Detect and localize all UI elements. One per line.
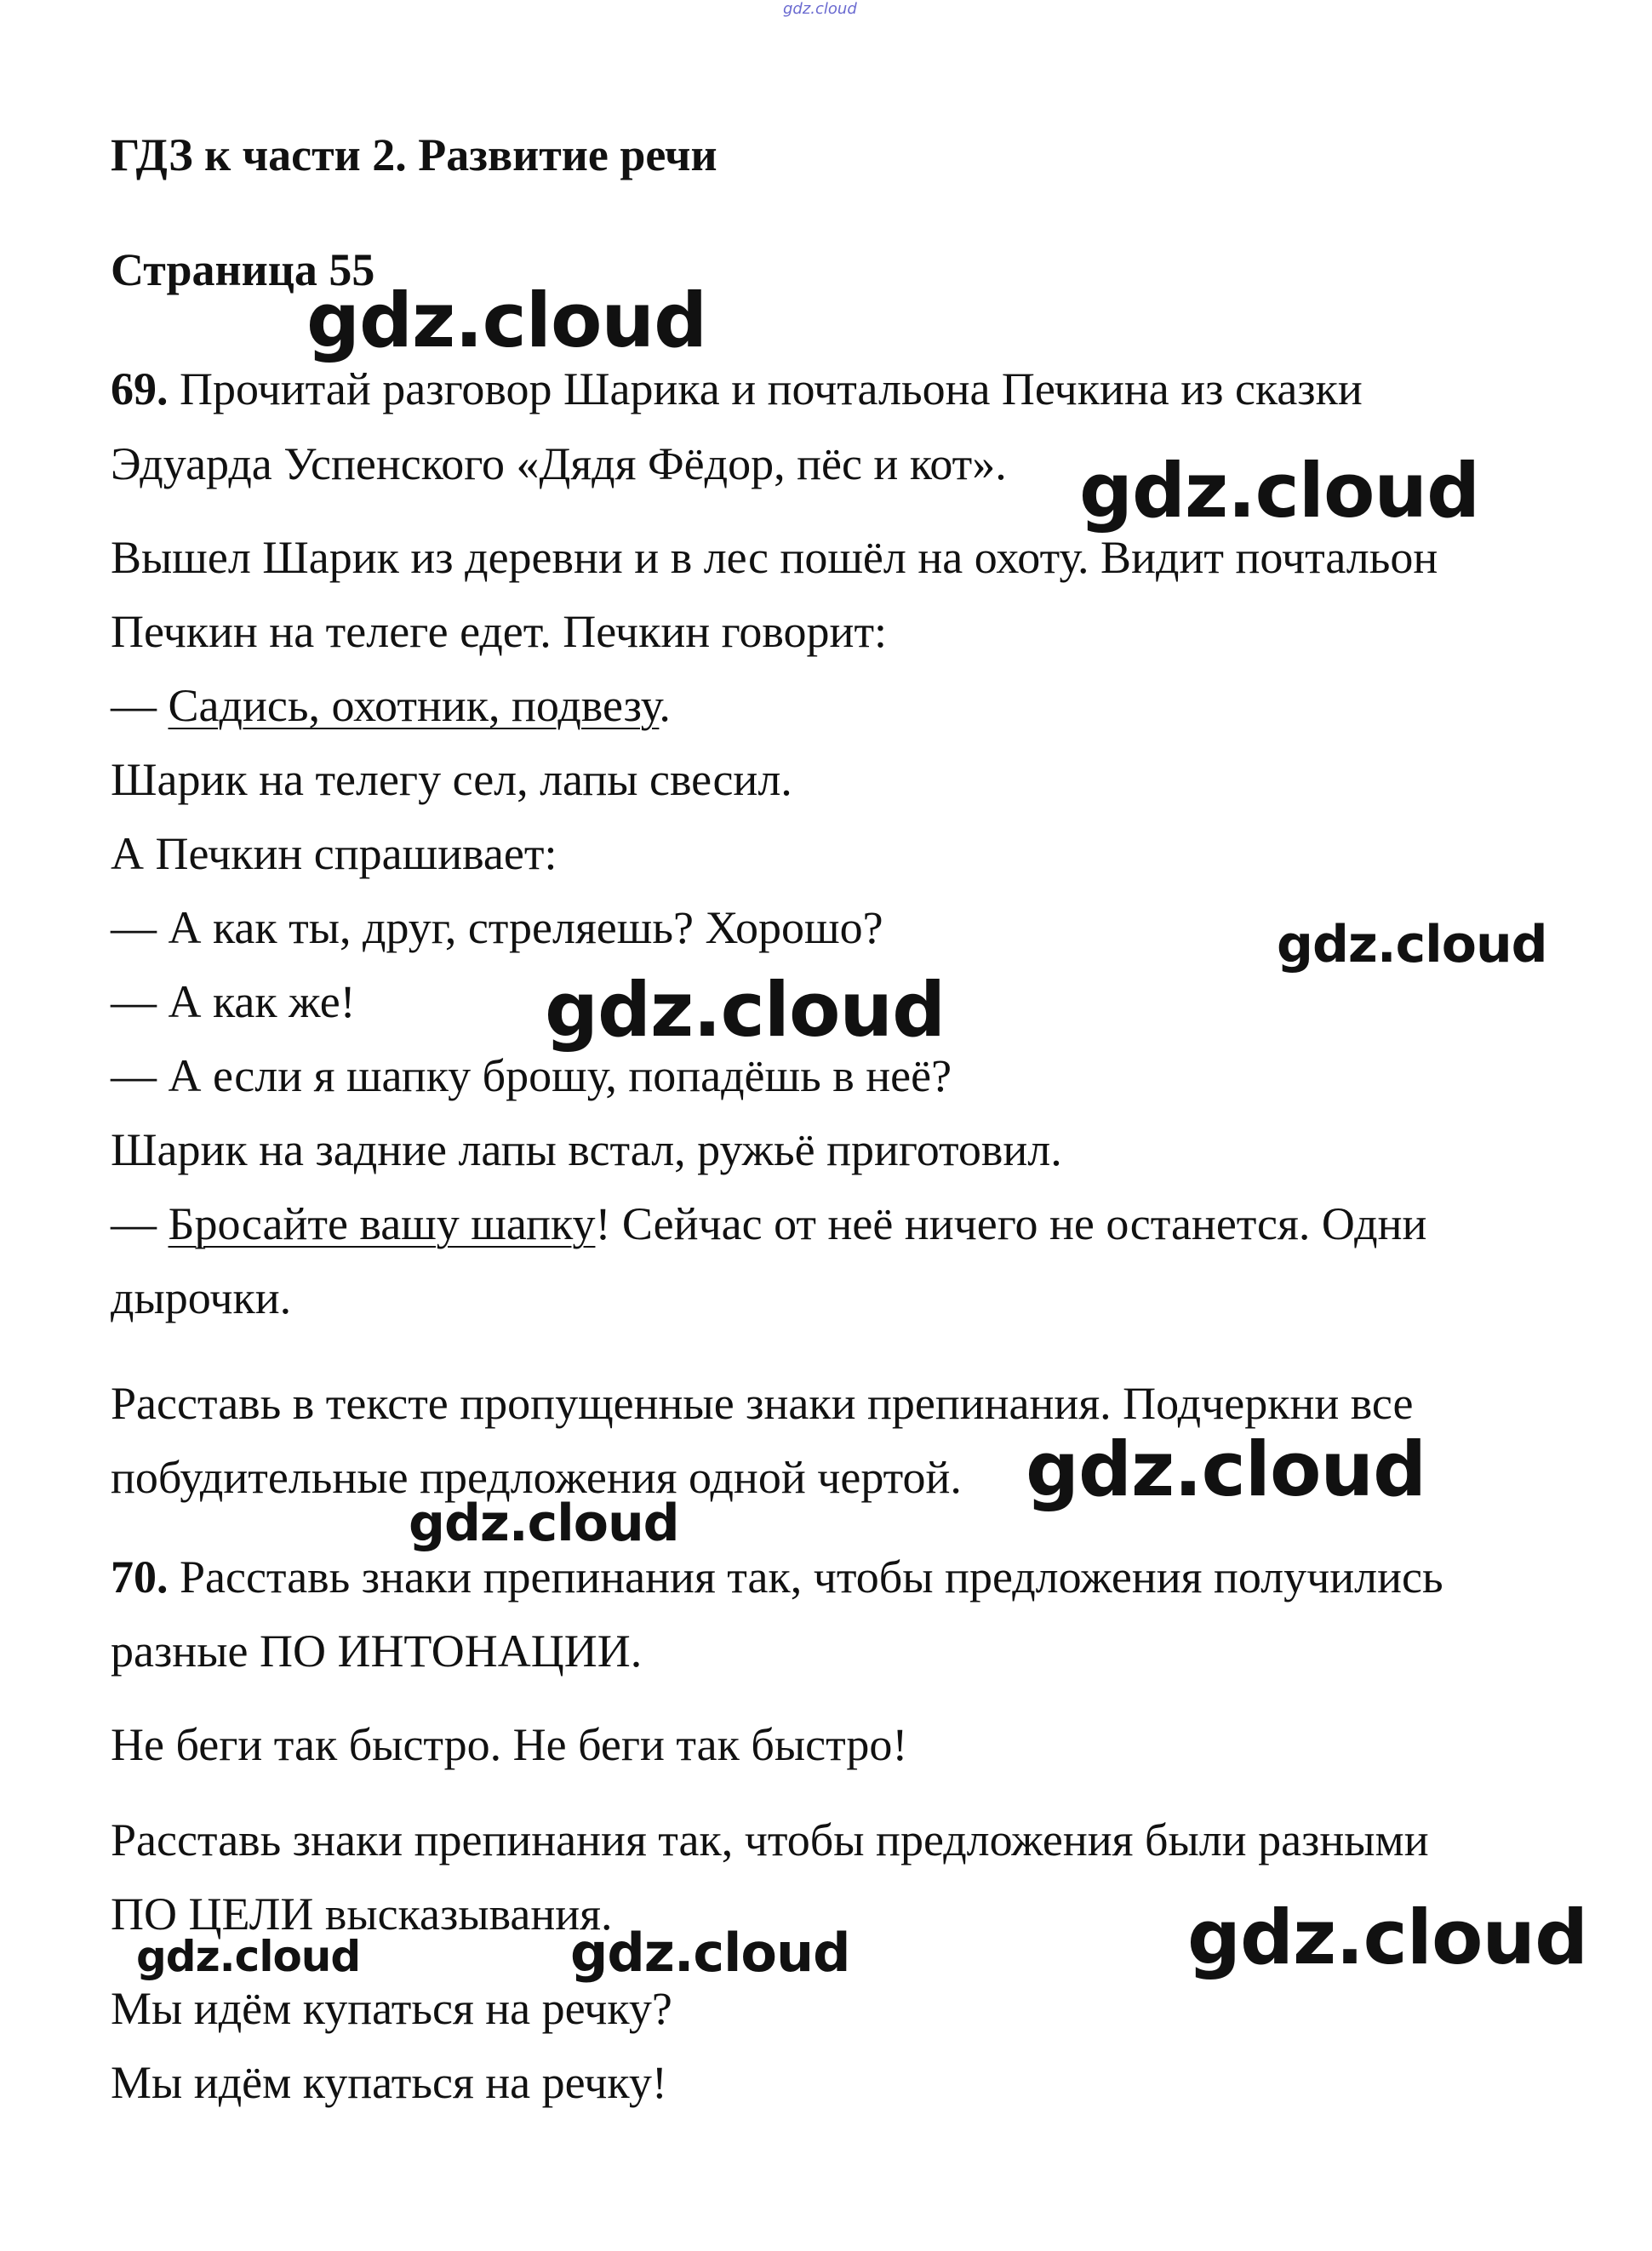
story-line-7: — А как же!	[111, 976, 356, 1027]
task69-intro-line2: Эдуарда Успенского «Дядя Фёдор, пёс и кот».	[111, 438, 1007, 489]
task69-instruction-line1: Расставь в тексте пропущенные знаки препинания. Подчеркни все	[111, 1378, 1414, 1429]
task70-instruction-line4: ПО ЦЕЛИ высказывания.	[111, 1888, 613, 1940]
watermark-3: gdz.cloud	[1277, 915, 1547, 974]
story-line-3: — Садись, охотник, подвезу.	[111, 680, 671, 731]
watermark-6: gdz.cloud	[409, 1494, 679, 1553]
page-heading: ГДЗ к части 2. Развитие речи	[111, 129, 717, 180]
page-label: Страница 55	[111, 244, 375, 295]
task70-number: 70.	[111, 1551, 169, 1603]
task70-example-2: Мы идём купаться на речку?	[111, 1983, 672, 2034]
story-line-8: — А если я шапку брошу, попадёшь в неё?	[111, 1050, 952, 1101]
story-line-9: Шарик на задние лапы встал, ружьё приготовил.	[111, 1124, 1062, 1175]
task70-instruction-line3: Расставь знаки препинания так, чтобы предложения были разными	[111, 1814, 1429, 1865]
story-line-6: — А как ты, друг, стреляешь? Хорошо?	[111, 902, 883, 953]
watermark-4: gdz.cloud	[545, 966, 946, 1054]
story-line-1: Вышел Шарик из деревни и в лес пошёл на охоту. Видит почтальон	[111, 532, 1438, 583]
underlined-imperative-2: Бросайте вашу шапку	[168, 1198, 596, 1249]
task69-number: 69.	[111, 363, 169, 414]
watermark-8: gdz.cloud	[570, 1922, 850, 1984]
task70-example-3: Мы идём купаться на речку!	[111, 2057, 667, 2108]
story-line-2: Печкин на телеге едет. Печкин говорит:	[111, 606, 888, 657]
top-watermark: gdz.cloud	[783, 0, 857, 18]
task70-instruction-line2: разные ПО ИНТОНАЦИИ.	[111, 1625, 643, 1677]
watermark-9: gdz.cloud	[1187, 1894, 1588, 1981]
watermark-1: gdz.cloud	[306, 277, 707, 364]
story-line-10: — Бросайте вашу шапку! Сейчас от неё ничего не останется. Одни	[111, 1198, 1427, 1249]
watermark-7: gdz.cloud	[136, 1932, 361, 1981]
watermark-2: gdz.cloud	[1079, 447, 1480, 534]
task70-instruction-line1: 70. Расставь знаки препинания так, чтобы предложения получились	[111, 1551, 1443, 1603]
story-line-11: дырочки.	[111, 1272, 292, 1323]
story-line-5: А Печкин спрашивает:	[111, 828, 557, 879]
underlined-imperative-1: Садись, охотник, подвезу	[168, 680, 660, 731]
task69-instruction-line2: побудительные предложения одной чертой.	[111, 1452, 962, 1503]
watermark-5: gdz.cloud	[1026, 1425, 1426, 1513]
story-line-4: Шарик на телегу сел, лапы свесил.	[111, 754, 792, 805]
task70-example-1: Не беги так быстро. Не беги так быстро!	[111, 1719, 908, 1770]
task69-intro-line1: 69. Прочитай разговор Шарика и почтальона Печкина из сказки	[111, 363, 1363, 414]
